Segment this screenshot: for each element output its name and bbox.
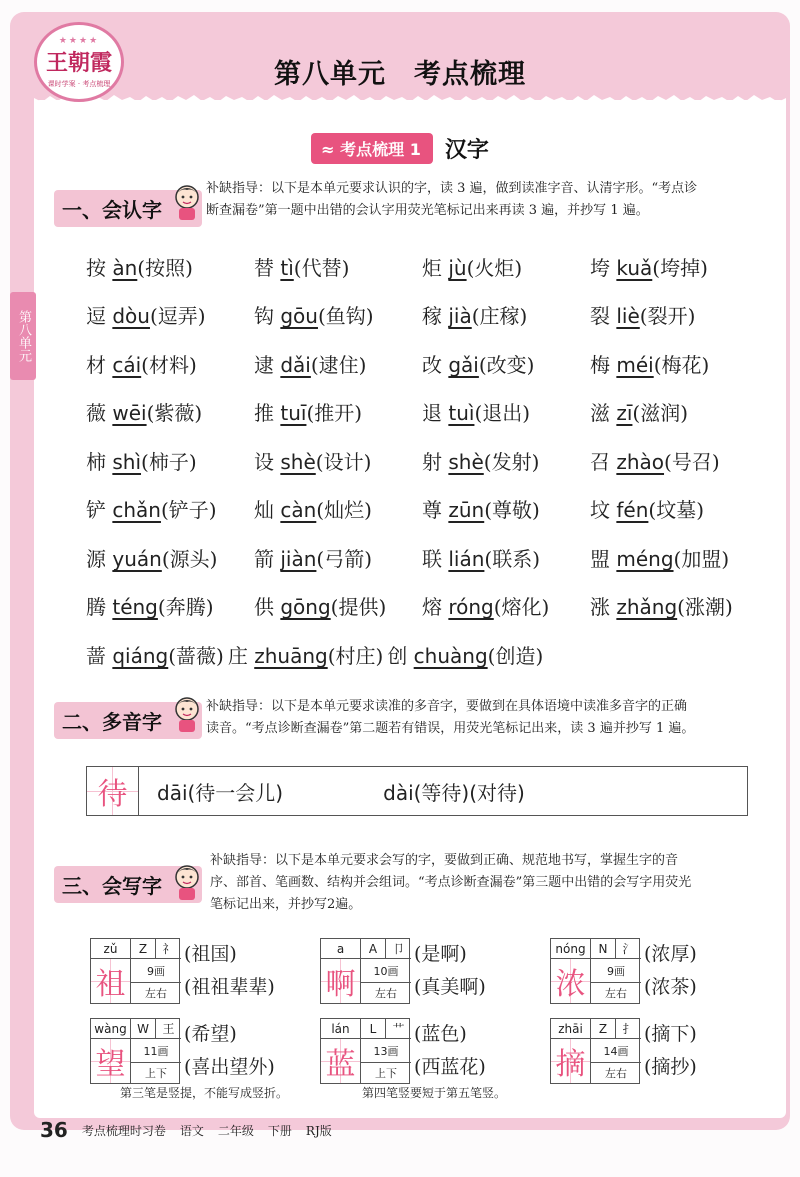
word-pinyin: yuán [112, 546, 162, 571]
char-word: (摘抄) [644, 1056, 697, 1078]
word-char: 替 [254, 255, 274, 280]
word-gloss: (发射) [483, 449, 540, 474]
section-2-label: 二、多音字 [54, 702, 202, 739]
word-pinyin: qiáng [112, 643, 169, 668]
char-capital: L [361, 1019, 386, 1039]
recognize-word [254, 397, 422, 426]
word-row [86, 388, 766, 437]
word-char: 逗 [86, 304, 106, 329]
char-radical: 卩 [386, 939, 411, 959]
char-word: (喜出望外) [184, 1056, 275, 1078]
recognize-word [86, 591, 254, 620]
word-row [86, 291, 766, 340]
char-pinyin: lán [321, 1019, 361, 1039]
topic-title: 汉字 [444, 138, 489, 163]
polyphone-char: 待 [87, 767, 139, 815]
recognize-word [86, 494, 254, 523]
word-pinyin: zūn [448, 498, 485, 523]
word-char: 腾 [86, 595, 106, 620]
word-gloss: (裂开) [639, 304, 696, 329]
word-char: 设 [254, 449, 274, 474]
word-char: 逮 [254, 352, 274, 377]
char-word: (浓茶) [644, 976, 697, 998]
recognize-word [422, 252, 590, 281]
word-char: 按 [86, 255, 106, 280]
char-info-table [90, 1018, 180, 1084]
char-word: (是啊) [414, 943, 467, 965]
tip-line: 笔标记出来，并抄写2遍。 [210, 897, 362, 912]
recognize-word [254, 300, 422, 329]
word-gloss: (鱼钩) [317, 304, 374, 329]
char-word: (希望) [184, 1023, 237, 1045]
word-char: 灿 [254, 498, 274, 523]
word-gloss: (提供) [330, 595, 387, 620]
word-pinyin: jià [448, 304, 472, 329]
word-pinyin: zhuāng [254, 643, 328, 668]
word-pinyin: shè [280, 449, 316, 474]
word-pinyin: róng [448, 595, 494, 620]
word-gloss: (材料) [141, 352, 197, 377]
word-pinyin: shì [112, 449, 142, 474]
word-char: 庄 [227, 643, 248, 668]
char-structure: 上下 [145, 1067, 167, 1080]
word-char: 钩 [254, 304, 274, 329]
stroke-note-1: 第三笔是竖提，不能写成竖折。 [120, 1086, 289, 1100]
recognize-word [387, 640, 543, 669]
word-char: 熔 [422, 595, 442, 620]
char-radical: 艹 [386, 1019, 411, 1039]
word-gloss: (垮掉) [652, 255, 708, 280]
writing-card [320, 938, 486, 1004]
tip-line: 补缺指导：以下是本单元要求认识的字，读 3 遍，做到读准字音、认清字形。“考点诊 [206, 181, 698, 196]
char-info-table [320, 1018, 410, 1084]
char-structure: 左右 [145, 987, 167, 1000]
char-glyph: 啊 [321, 959, 361, 1003]
char-strokes: 9画 [131, 959, 181, 983]
word-char: 创 [387, 643, 408, 668]
char-capital: Z [591, 1019, 616, 1039]
char-info-table [550, 938, 640, 1004]
word-gloss: (号召) [664, 449, 720, 474]
word-char: 箭 [254, 546, 274, 571]
word-pinyin: chuàng [413, 643, 488, 668]
writing-card [90, 1018, 275, 1084]
word-pinyin: àn [112, 255, 138, 280]
logo-name: 王朝霞 [45, 49, 112, 76]
word-pinyin: wēi [112, 401, 147, 426]
word-char: 改 [422, 352, 442, 377]
word-char: 坟 [590, 498, 610, 523]
recognize-word [590, 446, 758, 475]
recognize-word [590, 543, 758, 572]
word-pinyin: gōng [280, 595, 331, 620]
footer-subject: 语文 [179, 1123, 204, 1138]
char-word: (浓厚) [644, 943, 697, 965]
word-gloss: (奔腾) [157, 595, 214, 620]
word-pinyin: càn [280, 498, 317, 523]
word-gloss: (改变) [478, 352, 535, 377]
recognize-word [590, 349, 758, 378]
word-gloss: (逗弄) [149, 304, 206, 329]
recognize-word [422, 591, 590, 620]
word-char: 尊 [422, 498, 442, 523]
char-capital: Z [131, 939, 156, 959]
char-strokes: 9画 [591, 959, 641, 983]
recognize-word [590, 397, 758, 426]
tip-line: 断查漏卷”第一题中出错的会认字用荧光笔标记出来再读 3 遍，并抄写 1 遍。 [206, 203, 649, 218]
char-pinyin: zhāi [551, 1019, 591, 1039]
word-gloss: (紫薇) [146, 401, 203, 426]
char-words [644, 938, 697, 1004]
word-char: 炬 [422, 255, 442, 280]
word-row [86, 533, 766, 582]
char-capital: A [361, 939, 386, 959]
word-char: 裂 [590, 304, 610, 329]
recognize-word [228, 640, 383, 669]
word-pinyin: dǎi [280, 352, 311, 377]
word-gloss: (坟墓) [648, 498, 704, 523]
recognize-word [254, 252, 422, 281]
char-pinyin: a [321, 939, 361, 959]
section-3-tip [210, 850, 766, 916]
word-gloss: (加盟) [673, 546, 730, 571]
char-info-table [90, 938, 180, 1004]
recognize-word [254, 349, 422, 378]
word-pinyin: liè [616, 304, 640, 329]
word-pinyin: tuī [280, 401, 307, 426]
char-pinyin: nóng [551, 939, 591, 959]
word-pinyin: chǎn [112, 498, 161, 523]
page-footer [40, 1118, 332, 1142]
char-structure: 上下 [375, 1067, 397, 1080]
word-gloss: (弓箭) [316, 546, 373, 571]
word-char: 铲 [86, 498, 106, 523]
char-strokes: 13画 [361, 1039, 411, 1063]
tip-line: 读音。“考点诊断查漏卷”第二题若有错误，用荧光笔标记出来，读 3 遍并抄写 1 遍。 [206, 721, 695, 736]
word-pinyin: kuǎ [616, 255, 653, 280]
word-row [86, 339, 766, 388]
footer-edition: RJ版 [305, 1123, 332, 1138]
char-strokes: 10画 [361, 959, 411, 983]
word-char: 蔷 [86, 643, 106, 668]
word-row [86, 485, 766, 534]
char-word: (祖祖辈辈) [184, 976, 275, 998]
recognize-word [86, 349, 254, 378]
logo-sub: 课时学案 · 考点梳理 [47, 79, 111, 88]
char-glyph: 蓝 [321, 1039, 361, 1083]
char-words [184, 1018, 275, 1084]
char-words [414, 1018, 486, 1084]
char-words [184, 938, 275, 1004]
word-gloss: (铲子) [160, 498, 217, 523]
section-1-label: 一、会认字 [54, 190, 202, 227]
word-pinyin: méi [616, 352, 654, 377]
kid-icon [170, 862, 204, 902]
recognize-word [86, 397, 254, 426]
kid-icon [170, 182, 204, 222]
recognize-word [254, 543, 422, 572]
word-pinyin: fén [616, 498, 649, 523]
word-char: 联 [422, 546, 442, 571]
recognize-word [590, 252, 758, 281]
recognize-word-grid [86, 242, 766, 679]
star-icon: ★★★★ [58, 35, 100, 46]
word-gloss: (灿烂) [316, 498, 372, 523]
recognize-word [422, 397, 590, 426]
char-word: (真美啊) [414, 976, 486, 998]
word-char: 涨 [590, 595, 610, 620]
recognize-word [86, 640, 224, 669]
word-gloss: (村庄) [327, 643, 384, 668]
char-radical: 扌 [616, 1019, 641, 1039]
word-gloss: (推开) [306, 401, 363, 426]
word-gloss: (尊敬) [484, 498, 540, 523]
recognize-word [86, 252, 254, 281]
word-pinyin: tuì [448, 401, 475, 426]
word-char: 盟 [590, 546, 610, 571]
word-gloss: (按照) [137, 255, 193, 280]
word-pinyin: méng [616, 546, 674, 571]
word-gloss: (逮住) [310, 352, 367, 377]
char-info-table [320, 938, 410, 1004]
tip-line: 补缺指导：以下是本单元要求会写的字，要做到正确、规范地书写，掌握生字的音 [210, 853, 679, 868]
word-gloss: (源头) [161, 546, 218, 571]
char-word: (祖国) [184, 943, 237, 965]
recognize-word [422, 300, 590, 329]
word-pinyin: tì [280, 255, 294, 280]
word-pinyin: gǎi [448, 352, 479, 377]
char-word: (西蓝花) [414, 1056, 486, 1078]
word-pinyin: zhào [616, 449, 665, 474]
word-gloss: (滋润) [632, 401, 689, 426]
writing-card [90, 938, 275, 1004]
word-gloss: (庄稼) [471, 304, 528, 329]
word-pinyin: shè [448, 449, 484, 474]
word-row [86, 436, 766, 485]
word-row [86, 242, 766, 291]
recognize-word [422, 349, 590, 378]
char-capital: N [591, 939, 616, 959]
char-structure: 左右 [605, 1067, 627, 1080]
char-radical: 王 [156, 1019, 181, 1039]
char-words [414, 938, 486, 1004]
polyphone-reading-2: dài(等待)(对待) [383, 780, 525, 805]
word-char: 柿 [86, 449, 106, 474]
word-pinyin: zhǎng [616, 595, 678, 620]
word-gloss: (联系) [484, 546, 541, 571]
word-gloss: (柿子) [141, 449, 197, 474]
word-char: 梅 [590, 352, 610, 377]
word-char: 召 [590, 449, 610, 474]
topic-heading [0, 133, 800, 164]
stroke-note-2: 第四笔竖要短于第五笔竖。 [362, 1086, 507, 1100]
char-structure: 左右 [375, 987, 397, 1000]
page-title: 第八单元 考点梳理 [274, 59, 526, 90]
topic-badge: ≈ 考点梳理 1 [311, 133, 433, 164]
char-radical: 氵 [616, 939, 641, 959]
char-capital: W [131, 1019, 156, 1039]
char-info-table [550, 1018, 640, 1084]
tip-line: 序、部首、笔画数、结构并会组词。“考点诊断查漏卷”第三题中出错的会写字用荧光 [210, 875, 692, 890]
recognize-word [86, 300, 254, 329]
word-pinyin: jù [448, 255, 467, 280]
word-char: 供 [254, 595, 274, 620]
char-glyph: 浓 [551, 959, 591, 1003]
polyphone-box [86, 766, 748, 816]
recognize-word [422, 543, 590, 572]
word-gloss: (梅花) [653, 352, 710, 377]
polyphone-reading-1: dāi(待一会儿) [157, 780, 284, 805]
char-glyph: 望 [91, 1039, 131, 1083]
word-char: 材 [86, 352, 106, 377]
word-pinyin: zī [616, 401, 633, 426]
word-char: 源 [86, 546, 106, 571]
char-pinyin: zǔ [91, 939, 131, 959]
word-gloss: (代替) [293, 255, 350, 280]
word-pinyin: lián [448, 546, 485, 571]
footer-grade: 二年级 [217, 1123, 254, 1138]
word-pinyin: cái [112, 352, 142, 377]
char-structure: 左右 [605, 987, 627, 1000]
word-char: 稼 [422, 304, 442, 329]
word-pinyin: gōu [280, 304, 318, 329]
writing-card [320, 1018, 486, 1084]
recognize-word [254, 494, 422, 523]
section-2-tip [206, 696, 766, 740]
recognize-word [590, 591, 758, 620]
word-gloss: (熔化) [493, 595, 550, 620]
recognize-word [254, 591, 422, 620]
recognize-word [590, 300, 758, 329]
footer-book: 考点梳理时习卷 [81, 1123, 166, 1138]
char-pinyin: wàng [91, 1019, 131, 1039]
tip-line: 补缺指导：以下是本单元要求读准的多音字，要做到在具体语境中读准多音字的正确 [206, 699, 688, 714]
word-gloss: (蔷薇) [168, 643, 224, 668]
char-glyph: 摘 [551, 1039, 591, 1083]
char-strokes: 11画 [131, 1039, 181, 1063]
writing-card [550, 1018, 697, 1084]
char-glyph: 祖 [91, 959, 131, 1003]
recognize-word [86, 543, 254, 572]
kid-icon [170, 694, 204, 734]
page-number: 36 [40, 1118, 68, 1142]
char-radical: 礻 [156, 939, 181, 959]
word-gloss: (设计) [315, 449, 372, 474]
section-3-label: 三、会写字 [54, 866, 202, 903]
recognize-word [590, 494, 758, 523]
word-pinyin: dòu [112, 304, 150, 329]
word-char: 推 [254, 401, 274, 426]
recognize-word [422, 494, 590, 523]
word-gloss: (涨潮) [677, 595, 733, 620]
word-char: 射 [422, 449, 442, 474]
char-words [644, 1018, 697, 1084]
recognize-word [86, 446, 254, 475]
footer-volume: 下册 [267, 1123, 292, 1138]
word-char: 滋 [590, 401, 610, 426]
word-char: 垮 [590, 255, 610, 280]
word-gloss: (退出) [474, 401, 531, 426]
word-char: 薇 [86, 401, 106, 426]
char-strokes: 14画 [591, 1039, 641, 1063]
section-1-tip [206, 178, 766, 222]
writing-card [550, 938, 697, 1004]
recognize-word [254, 446, 422, 475]
char-word: (蓝色) [414, 1023, 467, 1045]
word-row [86, 630, 766, 679]
word-char: 退 [422, 401, 442, 426]
word-gloss: (火炬) [466, 255, 523, 280]
recognize-word [422, 446, 590, 475]
word-pinyin: téng [112, 595, 158, 620]
word-gloss: (创造) [487, 643, 544, 668]
side-tab: 第八单元 [10, 292, 36, 380]
word-pinyin: jiàn [280, 546, 317, 571]
word-row [86, 582, 766, 631]
char-word: (摘下) [644, 1023, 697, 1045]
